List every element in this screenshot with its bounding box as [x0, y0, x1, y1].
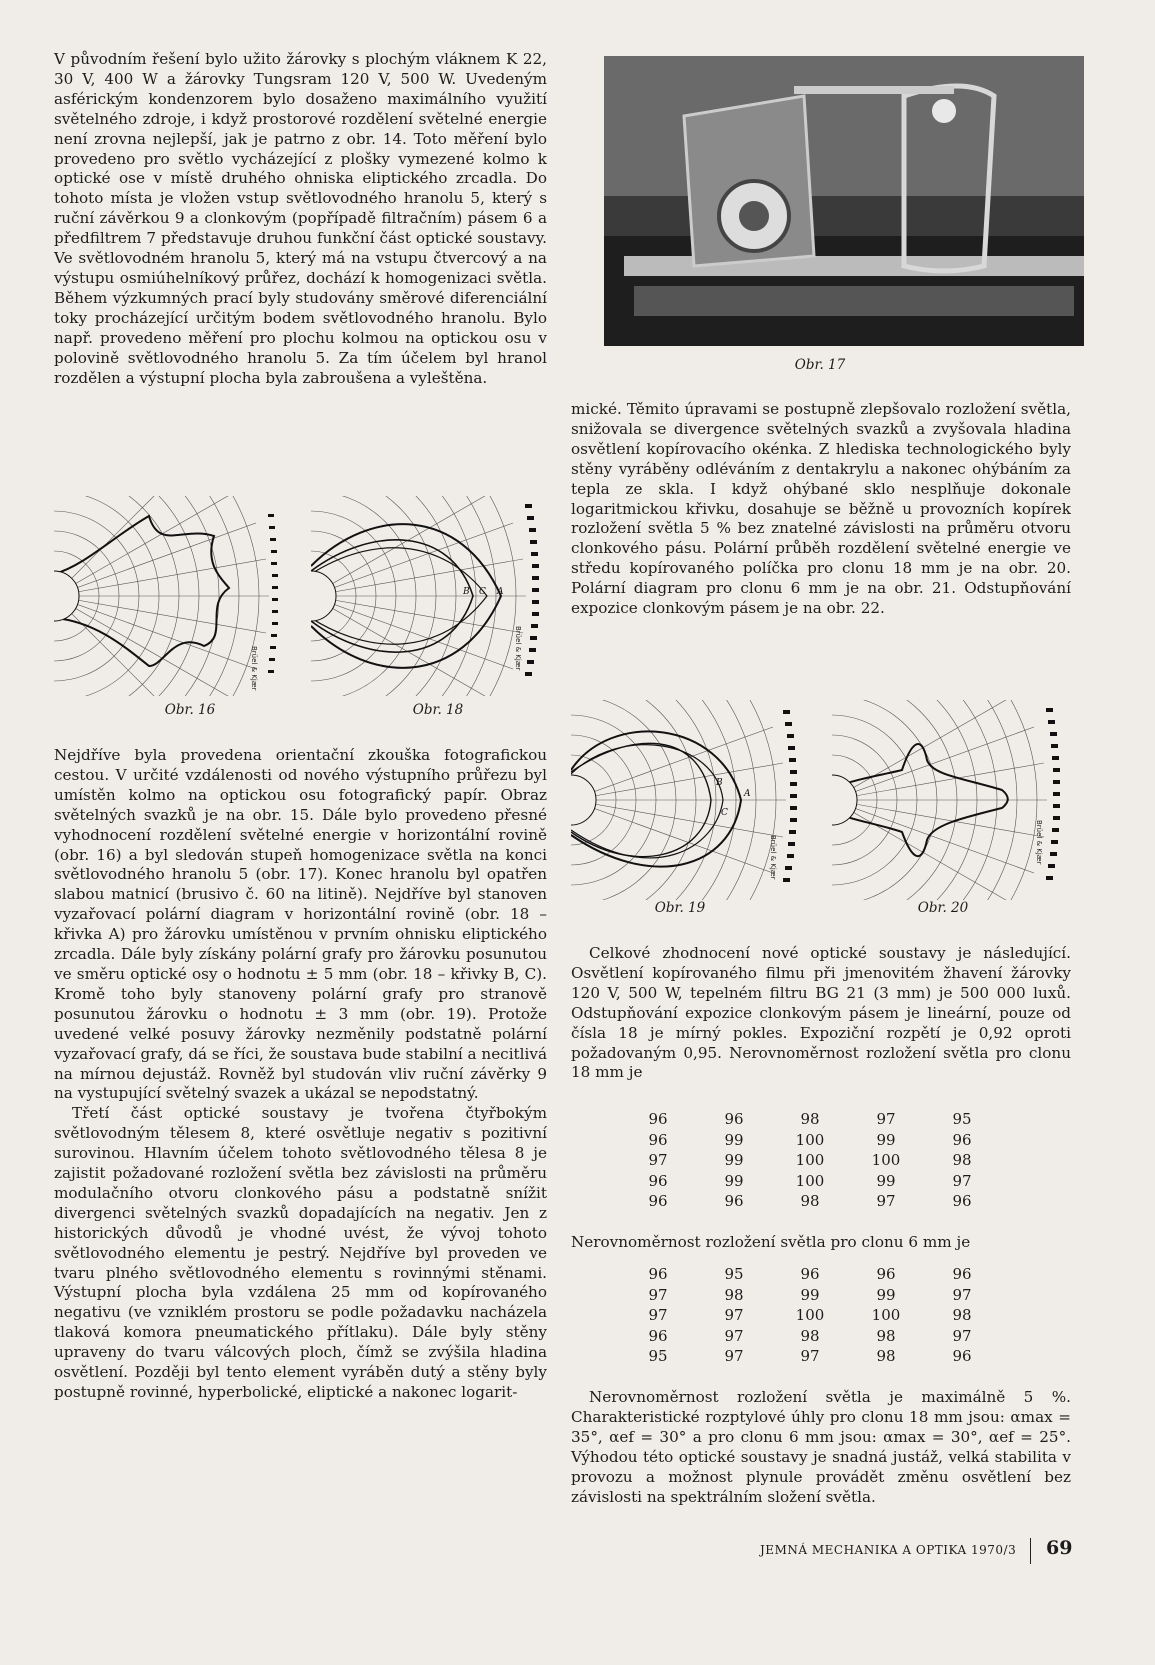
curve-label-a-fig19: A	[744, 789, 751, 799]
right-column-evaluation	[571, 944, 1071, 1083]
scale-ticks-fig18	[525, 504, 539, 676]
table-cell: 97	[724, 1306, 744, 1324]
table-cell: 99	[876, 1171, 896, 1190]
table-cell: 100	[795, 1130, 825, 1149]
table-cell: 99	[724, 1130, 744, 1149]
table-cell: 99	[876, 1285, 896, 1304]
table-cell: 100	[795, 1171, 825, 1190]
table-cell: 98	[800, 1326, 820, 1345]
paragraph-third-part: Třetí část optické soustavy je tvořena čtyřbokým světlovodným tělesem 8, které osvětluje negativ s pozitivní surovinou. Hlavním účelem tohoto světlovodného tělesa 8 je zajistit požadované rozložení světla bez závislosti na průměru modulačního otvoru clonkového pásu a podstatně snížit divergenci světelných svazků dopadajících na negativ. Jen z historických důvodů je vhodné uvést, že vývoj tohoto světlovodného elementu je pestrý. Nejdříve byl proveden ve tvaru plného světlovodného elementu s rovinnými stěnami. Výstupní plocha byla vzdálena 25 mm od kopírovaného negativu (ve vzniklém prostoru se podle požadavku nacházela tlaková komora pneumatického přítlaku). Dále byly stěny upraveny do tvaru válcových ploch, čímž se zvýšila hladina osvětlení. Později byl tento element vyráběn dutý a stěny byly postupně rovinné, hyperbolické, eliptické a nakonec logarit-	[54, 1104, 547, 1401]
polar-diagram-fig18	[311, 496, 551, 696]
table-cell: 96	[648, 1265, 668, 1283]
right-column-6mm-intro	[571, 1233, 1071, 1253]
left-column-middle	[54, 746, 547, 1403]
table-cell: 100	[795, 1151, 825, 1169]
paragraph-continuation: mické. Těmito úpravami se postupně zlepšovalo rozložení světla, snižovala se divergence světelných svazků a zvyšovala hladina osvětlení kopírovacího okénka. Z hlediska technologického byly stěny vyráběny odléváním z dentakrylu a nakonec ohýbáním za tepla ze skla. I když ohýbané sklo nesplňuje dokonale logaritmickou křivku, dosahuje se běžně u provozních kopírek rozložení světla 5 % bez znatelné závislosti na průměru otvoru clonkového pásu. Polární průběh rozdělení světelné energie ve středu kopírovaného políčka pro clonu 18 mm je na obr. 20. Polární diagram pro clonu 6 mm je na obr. 21. Odstupňování expozice clonkovým pásem je na obr. 22.	[571, 400, 1071, 618]
brand-label-fig16: Brüel & Kjær	[250, 646, 258, 691]
table-cell: 97	[724, 1326, 744, 1345]
table-cell: 96	[648, 1192, 668, 1210]
curve-label-c-fig19: C	[721, 808, 728, 818]
caption-fig17: Obr. 17	[794, 357, 846, 373]
curve-label-a: A	[497, 587, 504, 597]
table-row	[620, 1264, 1000, 1285]
table-cell: 96	[952, 1265, 972, 1283]
right-column-conclusion	[571, 1388, 1071, 1507]
journal-footer: JEMNÁ MECHANIKA A OPTIKA 1970/3	[760, 1543, 1017, 1557]
table-cell: 97	[876, 1110, 896, 1128]
table-cell: 98	[876, 1326, 896, 1345]
page-number: 69	[1046, 1537, 1073, 1559]
polar-grid-fig19	[571, 700, 786, 900]
left-column-top	[54, 50, 547, 388]
table-row	[620, 1326, 1000, 1347]
table-row	[620, 1150, 1000, 1171]
table-cell: 97	[800, 1347, 820, 1365]
scale-ticks-fig20	[1046, 708, 1060, 880]
paragraph-6mm-intro: Nerovnoměrnost rozložení světla pro clonu 6 mm je	[571, 1233, 971, 1251]
caption-fig20: Obr. 20	[917, 900, 969, 916]
brand-label-fig18: Brüel & Kjær	[514, 626, 522, 671]
uniformity-table-6mm	[620, 1264, 1000, 1367]
table-cell: 95	[724, 1265, 744, 1283]
footer-divider	[1030, 1538, 1031, 1564]
right-column-top	[571, 400, 1071, 619]
table-cell: 96	[876, 1265, 896, 1283]
paragraph-conclusion: Nerovnoměrnost rozložení světla je maximálně 5 %. Charakteristické rozptylové úhly pro clonu 18 mm jsou: αmax = 35°, αef = 30° a pro clonu 6 mm jsou: αmax = 30°, αef = 25°. Výhodou této optické soustavy je snadná justáž, velká stabilita v provozu a možnost plynule provádět změnu osvětlení bez závislosti na spektrálním složení světla.	[571, 1388, 1071, 1506]
table-cell: 97	[648, 1306, 668, 1324]
polar-diagram-fig16	[54, 496, 284, 696]
uniformity-table-18mm	[620, 1109, 1000, 1212]
table-cell: 96	[648, 1171, 668, 1190]
polar-grid-fig16	[54, 496, 269, 696]
table-cell: 97	[952, 1285, 972, 1304]
caption-fig19: Obr. 19	[654, 900, 706, 916]
table-cell: 96	[648, 1110, 668, 1128]
curve-label-b: B	[463, 587, 470, 597]
table-row	[620, 1346, 1000, 1367]
curve-label-c: C	[479, 587, 486, 597]
table-cell: 99	[876, 1130, 896, 1149]
table-cell: 100	[871, 1151, 901, 1169]
table-row	[620, 1130, 1000, 1151]
table-cell: 96	[952, 1130, 972, 1149]
table-cell: 98	[724, 1285, 744, 1304]
table-cell: 97	[952, 1171, 972, 1190]
table-cell: 99	[724, 1151, 744, 1169]
table-row	[620, 1305, 1000, 1326]
paragraph-intro: V původním řešení bylo užito žárovky s plochým vláknem K 22, 30 V, 400 W a žárovky Tungsram 120 V, 500 W. Uvedeným asférickým kondenzorem bylo dosaženo maximálního využití světelného zdroje, i když prostorové rozdělení světelné energie není zrovna nejlepší, jak je patrno z obr. 14. Toto měření bylo provedeno pro světlo vycházející z plošky vymezené kolmo k optické ose v místě druhého ohniska eliptického zrcadla. Do tohoto místa je vložen vstup světlovodného hranolu 5, který s ruční závěrkou 9 a clonkovým (popřípadě filtračním) pásem 6 a předfiltrem 7 představuje druhou funkční část optické soustavy. Ve světlovodném hranolu 5, který má na vstupu čtvercový a na výstupu osmiúhelníkový průřez, dochází k homogenizaci světla. Během výzkumných prací byly studovány směrové diferenciální toky procházející určitým bodem světlovodného hranolu. Bylo např. provedeno měření pro plochu kolmou na optickou osu v polovině světlovodného hranolu 5. Za tím účelem byl hranol rozdělen a výstupní plocha byla zabroušena a vyleštěna.	[54, 50, 547, 387]
table-cell: 96	[724, 1192, 744, 1210]
caption-fig18: Obr. 18	[412, 702, 464, 718]
table-cell: 97	[724, 1347, 744, 1365]
table-cell: 95	[952, 1110, 972, 1128]
table-cell: 98	[800, 1110, 820, 1128]
paragraph-evaluation: Celkové zhodnocení nové optické soustavy je následující. Osvětlení kopírovaného filmu při jmenovitém žhavení žárovky 120 V, 500 W, tepelném filtru BG 21 (3 mm) je 500 000 luxů. Odstupňování expozice clonkovým pásem je lineární, pouze od čísla 18 je mírný pokles. Expoziční rozpětí je 0,92 oproti požadovaným 0,95. Nerovnoměrnost rozložení světla pro clonu 18 mm je	[571, 944, 1071, 1082]
scale-ticks-fig16	[268, 514, 278, 673]
table-cell: 95	[648, 1347, 668, 1365]
table-cell: 96	[648, 1130, 668, 1149]
caption-fig16: Obr. 16	[164, 702, 216, 718]
table-cell: 97	[876, 1192, 896, 1210]
table-cell: 96	[952, 1347, 972, 1365]
paragraph-orientation-test: Nejdříve byla provedena orientační zkouška fotografickou cestou. V určité vzdálenosti od nového výstupního průřezu byl umístěn kolmo na optickou osu fotografický papír. Obraz světelných svazků je na obr. 15. Dále bylo provedeno přesné vyhodnocení rozdělení světelné energie v horizontální rovině (obr. 16) a byl sledován stupeň homogenizace světla na konci světlovodného hranolu 5 (obr. 17). Konec hranolu byl opatřen slabou matnicí (brusivo č. 60 na litině). Nejdříve byl stanoven vyzařovací polární diagram v horizontální rovině (obr. 18 – křivka A) pro žárovku umístěnou v prvním ohnisku eliptického zrcadla. Dále byly získány polární grafy pro žárovku posunutou ve směru optické osy o hodnotu ± 5 mm (obr. 18 – křivky B, C). Kromě toho byly stanoveny polární grafy pro stranově posunutou žárovku o hodnotu ± 3 mm (obr. 19). Protože uvedené velké posuvy žárovky nezměnily podstatně polární vyzařovací grafy, dá se říci, že soustava bude stabilní a necitlivá na mírnou dejustáž. Rovněž byl studován vliv ruční závěrky 9 na vystupující světelný svazek a ukázal se nepodstatný.	[54, 746, 547, 1103]
table-cell: 99	[800, 1285, 820, 1304]
table-cell: 96	[800, 1265, 820, 1283]
table-cell: 98	[952, 1151, 972, 1169]
table-cell: 96	[952, 1192, 972, 1210]
photo-fig17	[604, 56, 1084, 346]
table-cell: 98	[800, 1192, 820, 1210]
polar-grid-fig20	[832, 700, 1047, 900]
table-cell: 96	[724, 1110, 744, 1128]
table-cell: 98	[952, 1306, 972, 1324]
table-cell: 97	[952, 1326, 972, 1345]
scale-ticks-fig19	[783, 710, 797, 882]
polar-diagram-fig19	[571, 700, 806, 900]
curve-label-b-fig19: B	[716, 778, 723, 788]
table-row	[620, 1191, 1000, 1212]
table-cell: 97	[648, 1151, 668, 1169]
brand-label-fig20: Brüel & Kjær	[1035, 820, 1043, 865]
table-cell: 100	[871, 1306, 901, 1324]
table-cell: 100	[795, 1306, 825, 1324]
table-cell: 98	[876, 1347, 896, 1365]
polar-diagram-fig20	[832, 700, 1072, 900]
table-cell: 96	[648, 1326, 668, 1345]
brand-label-fig19: Brüel & Kjær	[769, 835, 777, 880]
table-row	[620, 1171, 1000, 1192]
table-cell: 97	[648, 1285, 668, 1304]
table-row	[620, 1285, 1000, 1306]
table-row	[620, 1109, 1000, 1130]
table-cell: 99	[724, 1171, 744, 1190]
